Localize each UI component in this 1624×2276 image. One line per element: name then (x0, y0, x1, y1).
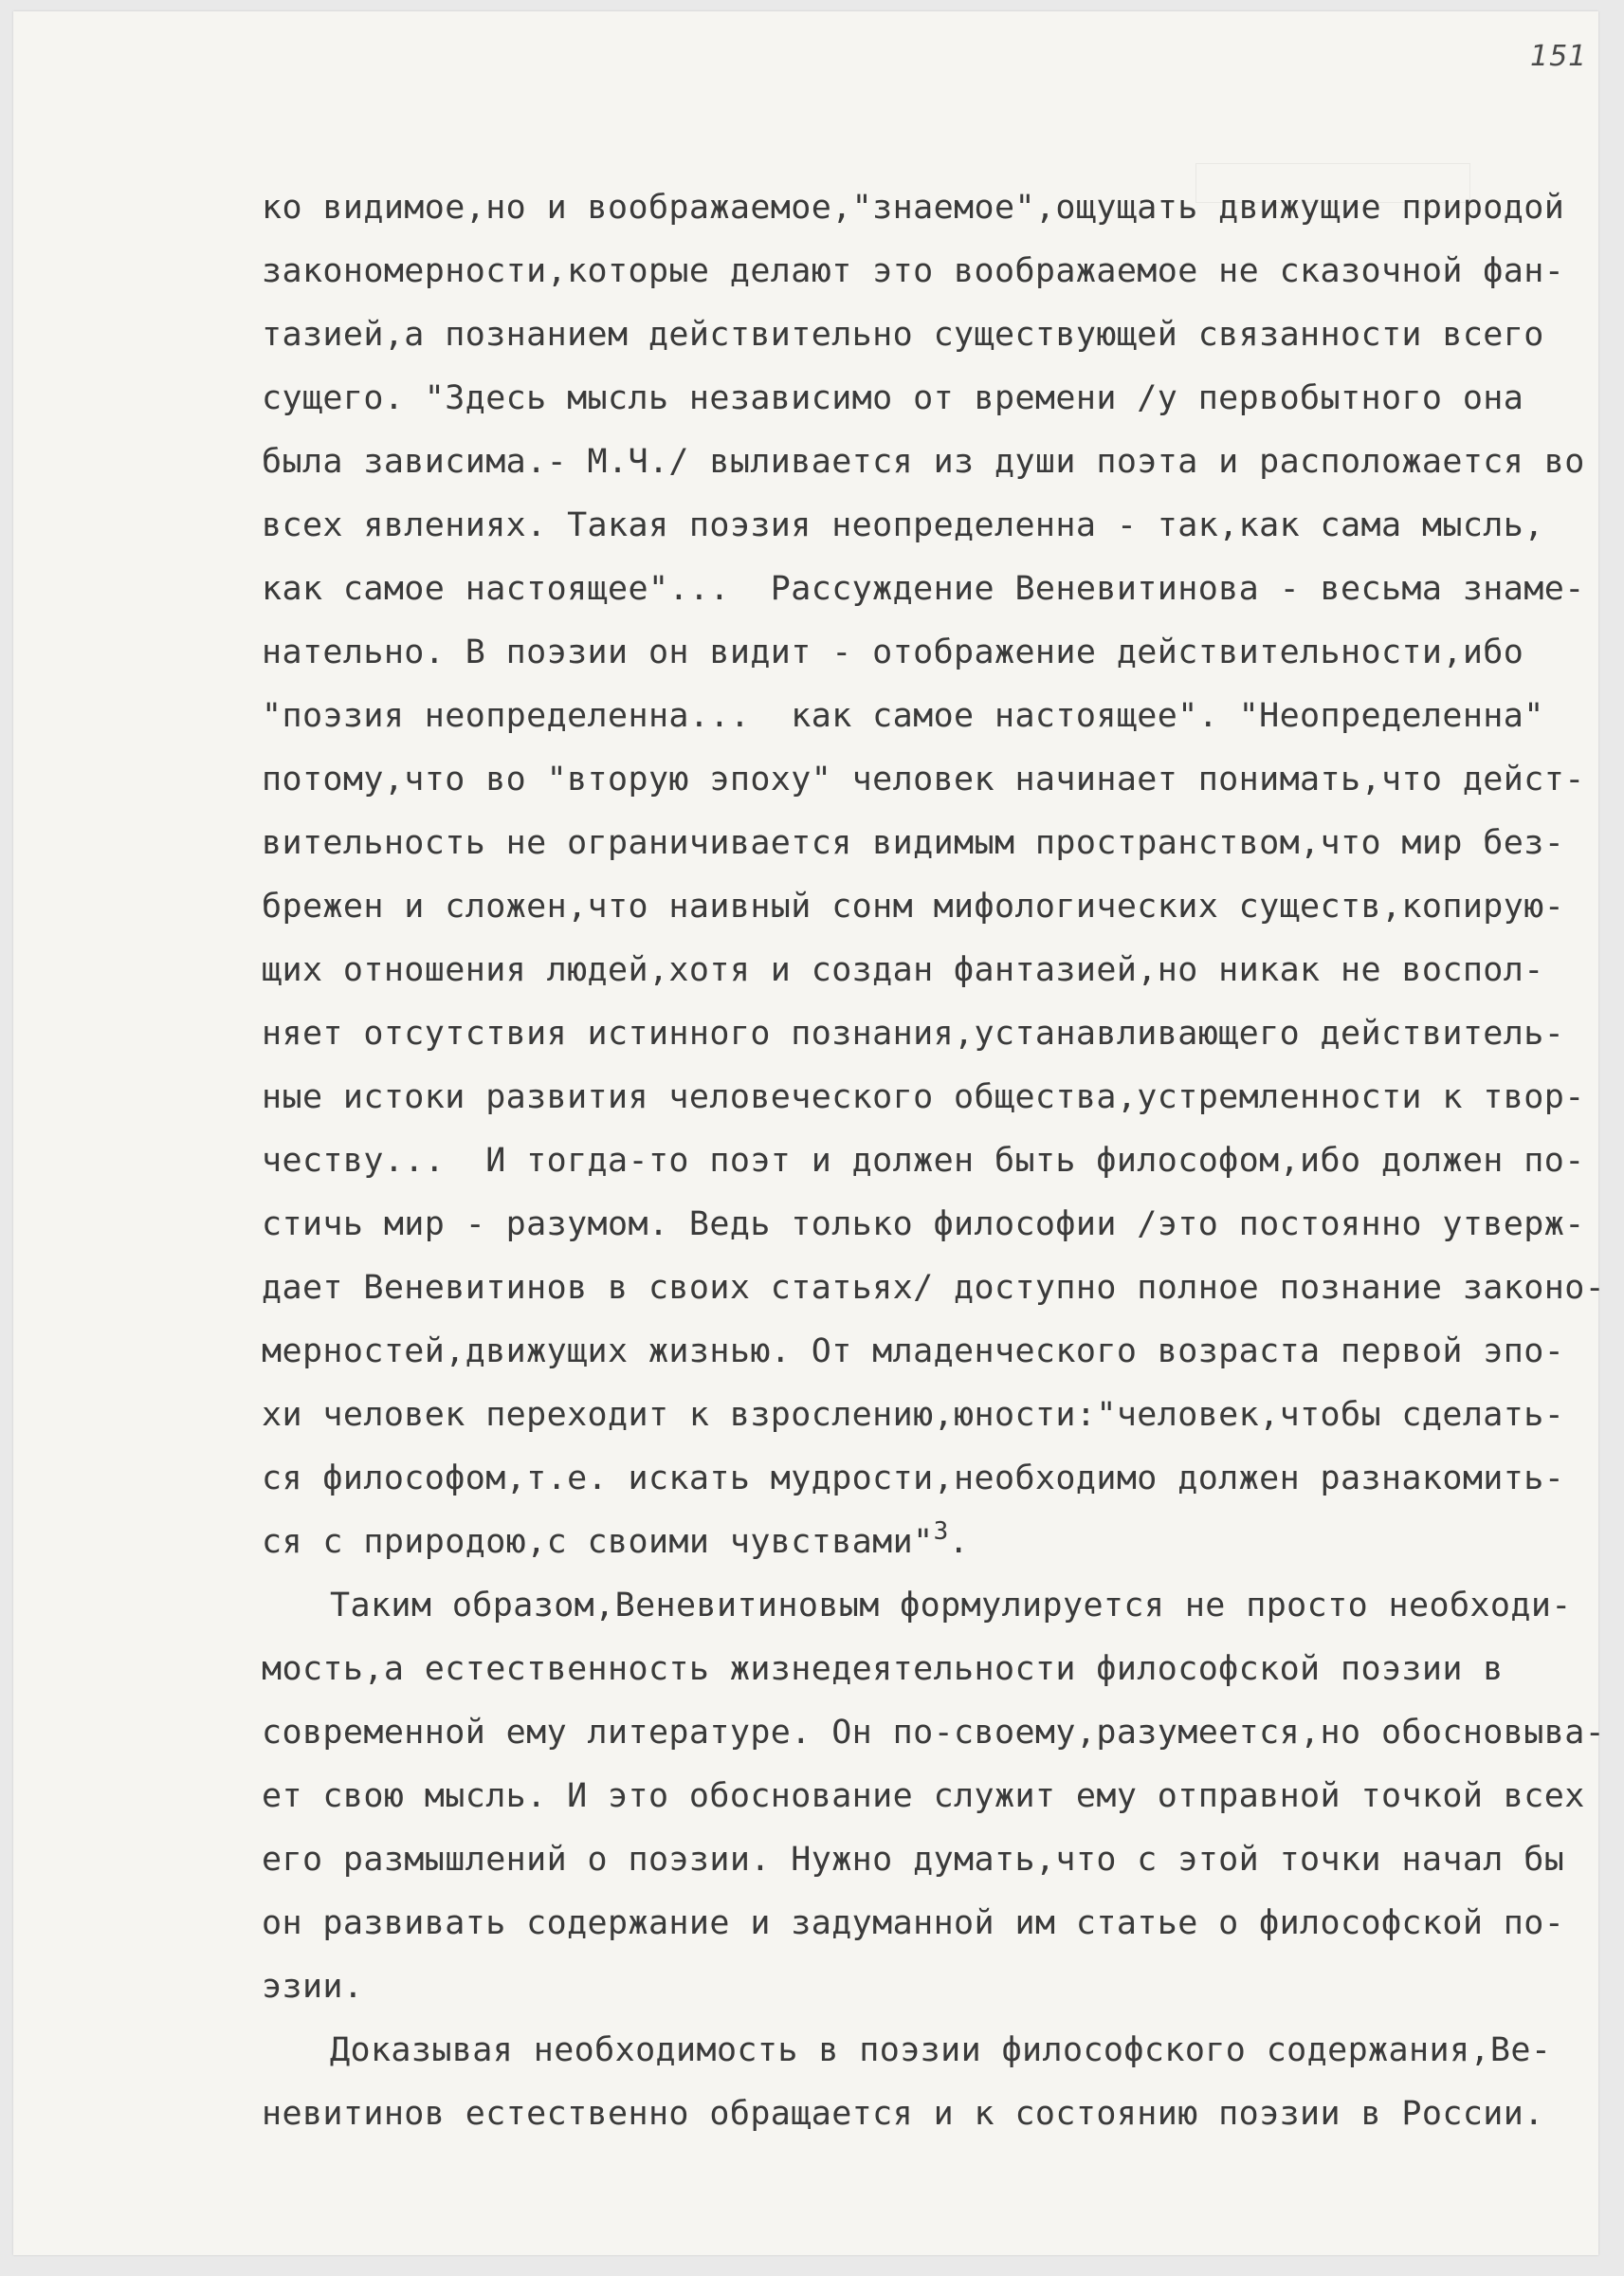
line-tail-punctuation: . (948, 1523, 970, 1561)
text-line (262, 1765, 1589, 1828)
text-line (262, 685, 1589, 748)
page-number: 151 (1530, 40, 1588, 73)
text-line-content: ные истоки развития человеческого общества,устремленности к твор- (262, 1078, 1585, 1116)
text-line (262, 621, 1589, 685)
text-line (262, 1066, 1589, 1129)
text-line-content: закономерности,которые делают это воображаемое не сказочной фан- (262, 252, 1565, 290)
text-line (262, 748, 1589, 812)
text-line-content: потому,что во "вторую эпоху" человек начинает понимать,что дейст- (262, 761, 1585, 798)
text-line (262, 1828, 1589, 1892)
text-line-content: сущего. "Здесь мысль независимо от времени /у первобытного она (262, 379, 1524, 417)
text-line-content: мость,а естественность жизнедеятельности философской поэзии в (262, 1650, 1504, 1688)
text-line (262, 2019, 1589, 2083)
text-line-content: щих отношения людей,хотя и создан фантазией,но никак не воспол- (262, 951, 1544, 989)
text-line (262, 1892, 1589, 1955)
text-line (262, 558, 1589, 621)
text-line (262, 1447, 1589, 1511)
typewritten-body (262, 176, 1606, 2146)
text-line (262, 1257, 1606, 1320)
text-line-content: эзии. (262, 1968, 364, 2006)
text-line (262, 812, 1589, 875)
text-line-content: честву... И тогда-то поэт и должен быть философом,ибо должен по- (262, 1142, 1585, 1180)
text-line-content: хи человек переходит к взрослению,юности:"человек,чтобы сделать- (262, 1396, 1565, 1434)
text-line (262, 2083, 1589, 2146)
text-line (262, 494, 1589, 558)
text-line (262, 1320, 1589, 1384)
text-line-content: современной ему литературе. Он по-своему,разумеется,но обосновыва- (262, 1714, 1606, 1752)
text-line (262, 1384, 1589, 1447)
text-line-content: его размышлений о поэзии. Нужно думать,что с этой точки начал бы (262, 1841, 1565, 1879)
text-line (262, 1511, 1589, 1574)
text-line-content: ся философом,т.е. искать мудрости,необходимо должен разнакомить- (262, 1459, 1565, 1497)
text-line-content: стичь мир - разумом. Ведь только философии /это постоянно утверж- (262, 1205, 1585, 1243)
text-line-content: "поэзия неопределенна... как самое настоящее". "Неопределенна" (262, 697, 1544, 735)
text-line-content: няет отсутствия истинного познания,устанавливающего действитель- (262, 1015, 1565, 1053)
text-line (262, 875, 1589, 939)
text-line-content: ся с природою,с своими чувствами" (262, 1523, 934, 1561)
footnote-marker: 3 (933, 1517, 949, 1546)
text-line (262, 431, 1589, 494)
text-line-content: невитинов естественно обращается и к состоянию поэзии в России. (262, 2095, 1544, 2133)
text-line-content: была зависима.- М.Ч./ выливается из души поэта и расположается во (262, 443, 1585, 481)
text-line (262, 176, 1589, 240)
text-line (262, 939, 1589, 1002)
text-line-content: Таким образом,Веневитиновым формулируется не просто необходи- (330, 1587, 1572, 1624)
text-line-content: ко видимое,но и воображаемое,"знаемое",ощущать движущие природой (262, 189, 1565, 227)
text-line (262, 1129, 1589, 1193)
text-line (262, 1193, 1589, 1257)
text-line-content: он развивать содержание и задуманной им статье о философской по- (262, 1904, 1565, 1942)
text-line (262, 1574, 1589, 1638)
text-line (262, 1002, 1589, 1066)
text-line (262, 303, 1589, 367)
text-line (262, 1955, 1589, 2019)
text-line-content: всех явлениях. Такая поэзия неопределенна - так,как сама мысль, (262, 506, 1544, 544)
text-line-content: как самое настоящее"... Рассуждение Веневитинова - весьма знаме- (262, 570, 1585, 608)
text-line-content: Доказывая необходимость в поэзии философского содержания,Ве- (330, 2031, 1552, 2069)
text-line-content: мерностей,движущих жизнью. От младенческого возраста первой эпо- (262, 1332, 1565, 1370)
text-line-content: тазией,а познанием действительно существующей связанности всего (262, 316, 1544, 354)
text-line-content: ет свою мысль. И это обоснование служит ему отправной точкой всех (262, 1777, 1585, 1815)
text-line (262, 1701, 1606, 1765)
text-line-content: вительность не ограничивается видимым пространством,что мир без- (262, 824, 1565, 862)
text-line (262, 1638, 1589, 1701)
text-line-content: дает Веневитинов в своих статьях/ доступно полное познание законо- (262, 1269, 1606, 1307)
document-page (13, 11, 1606, 2255)
text-line (262, 240, 1589, 303)
text-line (262, 367, 1589, 431)
text-line-content: нательно. В поэзии он видит - отображение действительности,ибо (262, 633, 1524, 671)
text-line-content: брежен и сложен,что наивный сонм мифологических существ,копирую- (262, 888, 1565, 926)
